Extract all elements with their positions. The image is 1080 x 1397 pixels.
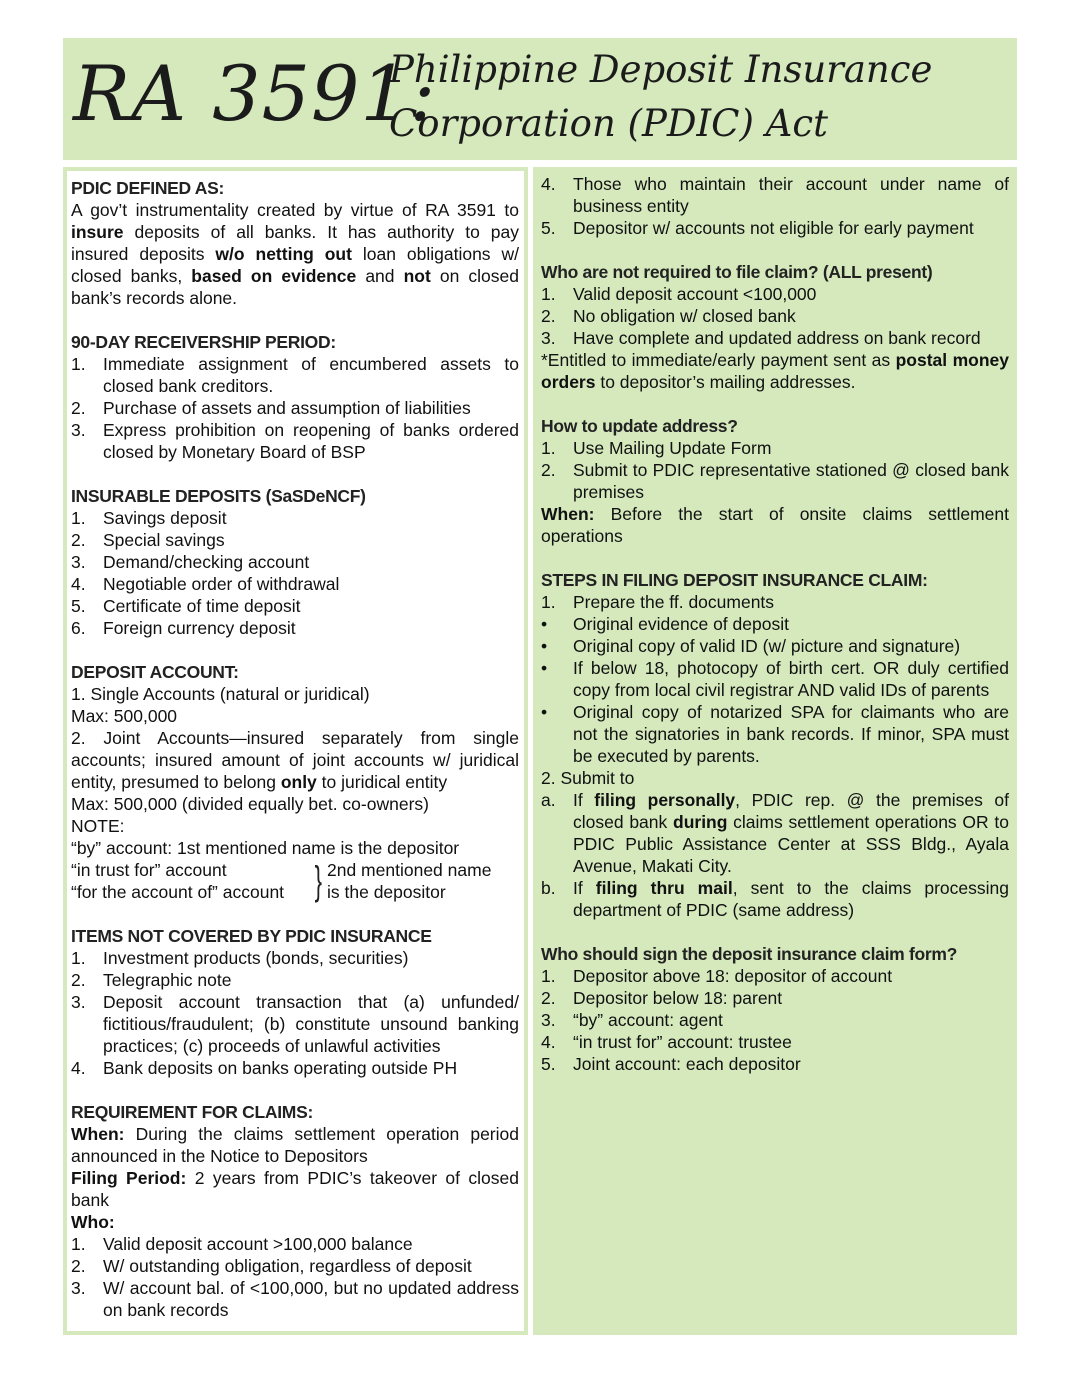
by-account-text: “by” account: 1st mentioned name is the depositor xyxy=(71,838,460,858)
insurable-deposits-section xyxy=(71,485,519,639)
note-label: NOTE: xyxy=(71,816,125,836)
list-item: a. If filing personally, PDIC rep. @ the premises of closed bank during claims settlement operations OR to PDIC Public Assistance Center at SSS Bldg., Ayala Avenue, Makati City. xyxy=(541,790,1009,876)
list-item: 2. Submit to PDIC representative stationed @ closed bank premises xyxy=(541,460,1009,502)
filing-period-text: Filing Period: 2 years from PDIC’s takeover of closed bank xyxy=(71,1168,519,1210)
list-item: 1. Valid deposit account >100,000 balance xyxy=(71,1234,413,1254)
section-heading: PDIC DEFINED AS: xyxy=(71,178,225,198)
who-should-sign-section xyxy=(541,943,1009,1075)
early-payment-note: *Entitled to immediate/early payment sent as postal money orders to depositor’s mailing addresses. xyxy=(541,350,1009,392)
title-banner xyxy=(63,38,1017,160)
trust-accounts-group xyxy=(71,859,519,903)
joint-accounts-text: 2. Joint Accounts—insured separately from single accounts; insured amount of joint accounts w/ juridical entity, presumed to belong only to juridical entity xyxy=(71,728,519,792)
list-item: 1. Depositor above 18: depositor of account xyxy=(541,966,893,986)
section-heading: DEPOSIT ACCOUNT: xyxy=(71,662,239,682)
section-heading: ITEMS NOT COVERED BY PDIC INSURANCE xyxy=(71,926,432,946)
list-item: b. If filing thru mail, sent to the claims processing department of PDIC (same address) xyxy=(541,878,1009,920)
second-name-text: 2nd mentioned name xyxy=(327,860,492,880)
list-item: 3. W/ account bal. of <100,000, but no updated address on bank records xyxy=(71,1278,519,1320)
list-item: 1. Investment products (bonds, securities) xyxy=(71,948,409,968)
section-heading: How to update address? xyxy=(541,416,738,436)
list-item: 3. Deposit account transaction that (a) unfunded/ fictitious/fraudulent; (b) constitute unsound banking practices; (c) proceeds of unlawful activities xyxy=(71,992,519,1056)
section-heading: INSURABLE DEPOSITS (SaSDeNCF) xyxy=(71,486,366,506)
when-text: When: Before the start of onsite claims settlement operations xyxy=(541,504,1009,546)
bullet-item: • Original evidence of deposit xyxy=(541,614,789,634)
list-item: 4. Negotiable order of withdrawal xyxy=(71,574,340,594)
list-item: 1. Use Mailing Update Form xyxy=(541,438,772,458)
section-heading: STEPS IN FILING DEPOSIT INSURANCE CLAIM: xyxy=(541,570,928,590)
requirement-section xyxy=(71,1101,519,1321)
list-item: 4. “in trust for” account: trustee xyxy=(541,1032,792,1052)
pdic-defined-section xyxy=(71,177,519,309)
list-item: 2. W/ outstanding obligation, regardless of deposit xyxy=(71,1256,472,1276)
list-item: 4. Those who maintain their account under name of business entity xyxy=(541,174,1009,216)
deposit-account-section xyxy=(71,661,519,903)
list-item: 5. Certificate of time deposit xyxy=(71,596,301,616)
section-heading: REQUIREMENT FOR CLAIMS: xyxy=(71,1102,313,1122)
submit-to-text: 2. Submit to xyxy=(541,768,635,788)
list-item: 4. Bank deposits on banks operating outside PH xyxy=(71,1058,458,1078)
joint-max-text: Max: 500,000 (divided equally bet. co-owners) xyxy=(71,794,429,814)
list-item: 2. Depositor below 18: parent xyxy=(541,988,783,1008)
trust-for-text: “in trust for” account xyxy=(71,860,227,880)
who-label: Who: xyxy=(71,1212,115,1232)
single-accounts-text: 1. Single Accounts (natural or juridical) xyxy=(71,684,370,704)
list-item: 5. Joint account: each depositor xyxy=(541,1054,801,1074)
list-item: 3. “by” account: agent xyxy=(541,1010,723,1030)
section-heading: Who are not required to file claim? (ALL present) xyxy=(541,262,933,282)
when-text: When: During the claims settlement operation period announced in the Notice to Depositors xyxy=(71,1124,519,1166)
is-depositor-text: is the depositor xyxy=(327,882,446,902)
list-item: 2. Purchase of assets and assumption of liabilities xyxy=(71,398,471,418)
single-max-text: Max: 500,000 xyxy=(71,706,178,726)
section-heading: 90-DAY RECEIVERSHIP PERIOD: xyxy=(71,332,336,352)
list-item: 3. Have complete and updated address on bank record xyxy=(541,328,981,348)
bullet-item: • Original copy of notarized SPA for claimants who are not the signatories in bank records. If minor, SPA must be executed by parents. xyxy=(541,702,1009,766)
list-item: 1. Immediate assignment of encumbered assets to closed bank creditors. xyxy=(71,354,519,396)
receivership-section xyxy=(71,331,519,463)
list-item: 6. Foreign currency deposit xyxy=(71,618,296,638)
ra-number-title: RA 3591: xyxy=(73,49,437,138)
not-covered-section xyxy=(71,925,519,1079)
filing-steps-section xyxy=(541,569,1009,921)
claimants-continued-list xyxy=(541,173,1009,239)
update-address-section xyxy=(541,415,1009,547)
list-item: 2. Telegraphic note xyxy=(71,970,232,990)
title-line-2: Corporation (PDIC) Act xyxy=(389,102,828,145)
list-item: 1. Valid deposit account <100,000 xyxy=(541,284,817,304)
not-required-section xyxy=(541,261,1009,393)
bullet-item: • If below 18, photocopy of birth cert. OR duly certified copy from local civil registrar AND valid IDs of parents xyxy=(541,658,1009,700)
pdic-definition-text: A gov’t instrumentality created by virtue of RA 3591 to insure deposits of all banks. It has authority to pay insured deposits w/o netting out loan obligations w/ closed banks, based on evidence and not on closed bank’s records alone. xyxy=(71,200,519,308)
list-item: 3. Demand/checking account xyxy=(71,552,310,572)
list-item: 2. Special savings xyxy=(71,530,225,550)
brace-icon: } xyxy=(314,859,322,903)
for-account-text: “for the account of” account xyxy=(71,882,285,902)
title-line-1: Philippine Deposit Insurance xyxy=(389,48,933,91)
list-item: 3. Express prohibition on reopening of banks ordered closed by Monetary Board of BSP xyxy=(71,420,519,462)
section-heading: Who should sign the deposit insurance claim form? xyxy=(541,944,958,964)
right-column xyxy=(533,167,1017,1335)
left-column xyxy=(63,167,528,1335)
list-item: 5. Depositor w/ accounts not eligible for early payment xyxy=(541,218,974,238)
list-item: 2. No obligation w/ closed bank xyxy=(541,306,796,326)
list-item: 1. Savings deposit xyxy=(71,508,227,528)
list-item: 1. Prepare the ff. documents xyxy=(541,592,775,612)
bullet-item: • Original copy of valid ID (w/ picture and signature) xyxy=(541,636,961,656)
